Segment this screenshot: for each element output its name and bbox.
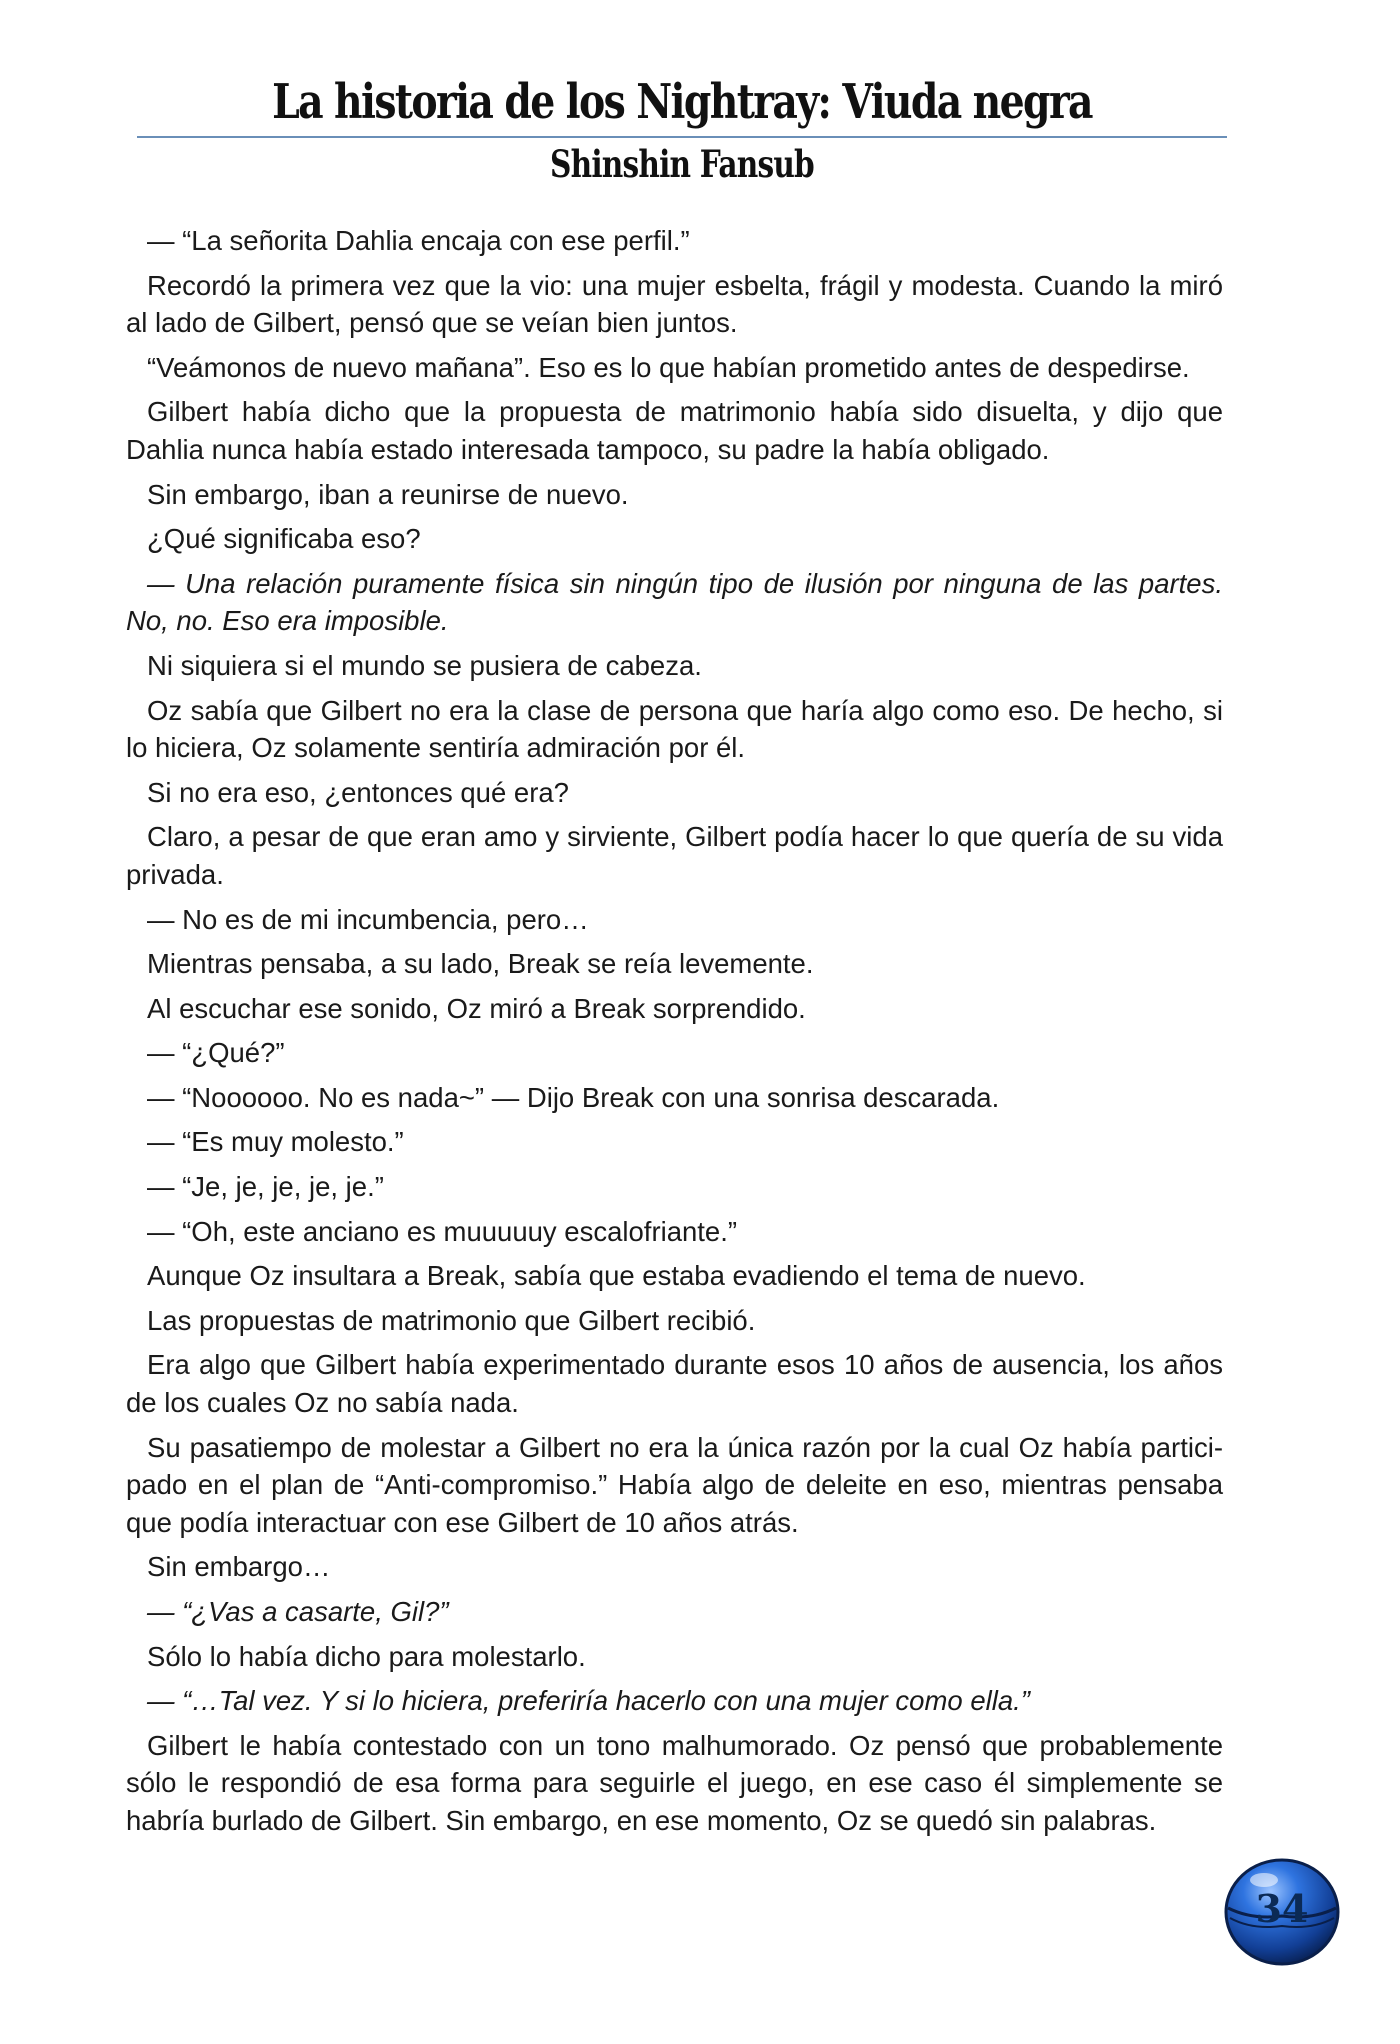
page-header xyxy=(137,70,1227,190)
page-subtitle: Shinshin Fansub xyxy=(550,142,814,186)
paragraph: — “¿Vas a casarte, Gil?” xyxy=(147,1596,449,1627)
paragraph: Aunque Oz insultara a Break, sabía que estaba evadiendo el tema de nuevo. xyxy=(147,1260,1086,1292)
paragraph: — Una relación puramente física sin ningún tipo de ilusión por ninguna de las partes. No, no. Eso era imposible. xyxy=(126,567,1223,637)
paragraph: Oz sabía que Gilbert no era la clase de persona que haría algo como eso. De hecho, si lo hiciera, Oz solamente sentiría admiración por él. xyxy=(126,694,1223,764)
paragraph: Sólo lo había dicho para molestarlo. xyxy=(147,1640,586,1672)
paragraph: Gilbert había dicho que la propuesta de matrimonio había sido disuelta, y dijo que Dahlia nunca había estado interesada tampoco, su padre la había obligado. xyxy=(126,396,1223,465)
paragraph: Las propuestas de matrimonio que Gilbert recibió. xyxy=(147,1304,756,1336)
page-number-badge xyxy=(1222,1856,1342,1966)
paragraph: Claro, a pesar de que eran amo y sirviente, Gilbert podía hacer lo que quería de su vida privada. xyxy=(126,821,1223,890)
paragraph: Era algo que Gilbert había experimentado durante esos 10 años de ausencia, los años de los cuales Oz no sabía nada. xyxy=(126,1349,1223,1419)
paragraph: — “Je, je, je, je, je.” xyxy=(147,1171,384,1203)
paragraph: Recordó la primera vez que la vio: una mujer esbelta, frágil y modesta. Cuando la miró al lado de Gilbert, pensó que se veían bien juntos. xyxy=(126,269,1223,339)
paragraph: — “Noooooo. No es nada~” — Dijo Break con una sonrisa descarada. xyxy=(147,1081,1000,1113)
paragraph: Mientras pensaba, a su lado, Break se reía levemente. xyxy=(147,948,814,980)
paragraph: — “…Tal vez. Y si lo hiciera, preferiría hacerlo con una mujer como ella.” xyxy=(147,1685,1030,1717)
paragraph: Si no era eso, ¿entonces qué era? xyxy=(147,776,569,808)
paragraph: Ni siquiera si el mundo se pusiera de cabeza. xyxy=(147,649,702,681)
page-title: La historia de los Nightray: Viuda negra xyxy=(272,74,1092,130)
body-text xyxy=(126,222,1223,1847)
paragraph: “Veámonos de nuevo mañana”. Eso es lo que habían prometido antes de despedirse. xyxy=(147,351,1190,383)
paragraph: — “Oh, este anciano es muuuuuy escalofriante.” xyxy=(147,1215,738,1247)
paragraph: Gilbert le había contestado con un tono malhumorado. Oz pensó que probablemente sólo le respondió de esa forma para seguirle el juego, en ese caso él simplemente se habría burlado de Gilbert. Sin embargo, en ese momento, Oz se quedó sin palabras. xyxy=(126,1729,1223,1836)
paragraph: — No es de mi incumbencia, pero… xyxy=(147,903,589,935)
paragraph: — “Es muy molesto.” xyxy=(147,1126,404,1158)
paragraph: Sin embargo… xyxy=(147,1551,331,1583)
paragraph: Sin embargo, iban a reunirse de nuevo. xyxy=(147,478,629,510)
page-number: 34 xyxy=(1255,1886,1309,1931)
paragraph: — “La señorita Dahlia encaja con ese perfil.” xyxy=(147,225,690,256)
paragraph: — “¿Qué?” xyxy=(147,1037,285,1069)
paragraph: ¿Qué significaba eso? xyxy=(147,523,421,555)
paragraph: Al escuchar ese sonido, Oz miró a Break sorprendido. xyxy=(147,992,806,1024)
paragraph: Su pasatiempo de molestar a Gilbert no era la única razón por la cual Oz había partici-pado en el plan de “Anti-compromiso.” Había algo de deleite en eso, mientras pensaba que podía interactuar con ese Gilbert de 10 años atrás. xyxy=(126,1431,1223,1538)
